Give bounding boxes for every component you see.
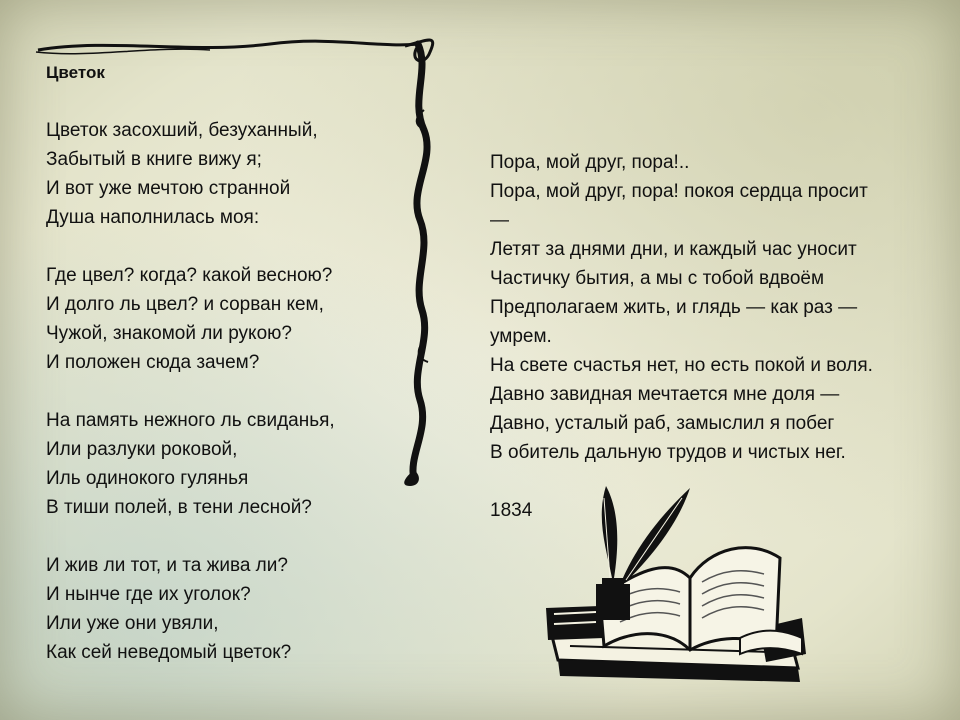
poem-line: — bbox=[490, 210, 509, 231]
poem-line: Забытый в книге вижу я; bbox=[46, 149, 262, 170]
poem-line: Предполагаем жить, и глядь — как раз — bbox=[490, 297, 858, 318]
stanza bbox=[46, 551, 406, 667]
poem-line: умрем. bbox=[490, 326, 552, 347]
poem-line: Или разлуки роковой, bbox=[46, 439, 238, 460]
poem-line: Летят за днями дни, и каждый час уносит bbox=[490, 239, 857, 260]
poem-line: Частичку бытия, а мы с тобой вдвоём bbox=[490, 268, 825, 289]
poem-line: Цветок засохший, безуханный, bbox=[46, 120, 318, 141]
poem-line: Или уже они увяли, bbox=[46, 613, 219, 634]
poem-line: Пора, мой друг, пора! покоя сердца просит bbox=[490, 181, 868, 202]
poem-line: И долго ль цвел? и сорван кем, bbox=[46, 294, 324, 315]
poem-title: Цветок bbox=[46, 63, 105, 82]
left-poem bbox=[46, 58, 406, 696]
poem-line: И положен сюда зачем? bbox=[46, 352, 260, 373]
poem-line: Иль одинокого гулянья bbox=[46, 468, 249, 489]
stanza bbox=[46, 406, 406, 522]
right-poem bbox=[490, 148, 940, 525]
poem-line: И нынче где их уголок? bbox=[46, 584, 251, 605]
poem-year: 1834 bbox=[490, 500, 533, 521]
poem-line: Давно, усталый раб, замыслил я побег bbox=[490, 413, 835, 434]
books-and-quill-icon bbox=[540, 478, 810, 688]
poem-line: Пора, мой друг, пора!.. bbox=[490, 152, 690, 173]
poem-line: На память нежного ль свиданья, bbox=[46, 410, 335, 431]
poem-line: И вот уже мечтою странной bbox=[46, 178, 291, 199]
poem-line: Как сей неведомый цветок? bbox=[46, 642, 292, 663]
poem-line: В обитель дальную трудов и чистых нег. bbox=[490, 442, 846, 463]
poem-line: И жив ли тот, и та жива ли? bbox=[46, 555, 288, 576]
stanza bbox=[46, 261, 406, 377]
poem-line: На свете счастья нет, но есть покой и воля. bbox=[490, 355, 873, 376]
stanza bbox=[46, 116, 406, 232]
poem-line: Давно завидная мечтается мне доля — bbox=[490, 384, 840, 405]
poem-line: Где цвел? когда? какой весною? bbox=[46, 265, 333, 286]
poem-line: В тиши полей, в тени лесной? bbox=[46, 497, 312, 518]
poem-line: Душа наполнилась моя: bbox=[46, 207, 260, 228]
poem-line: Чужой, знакомой ли рукою? bbox=[46, 323, 292, 344]
